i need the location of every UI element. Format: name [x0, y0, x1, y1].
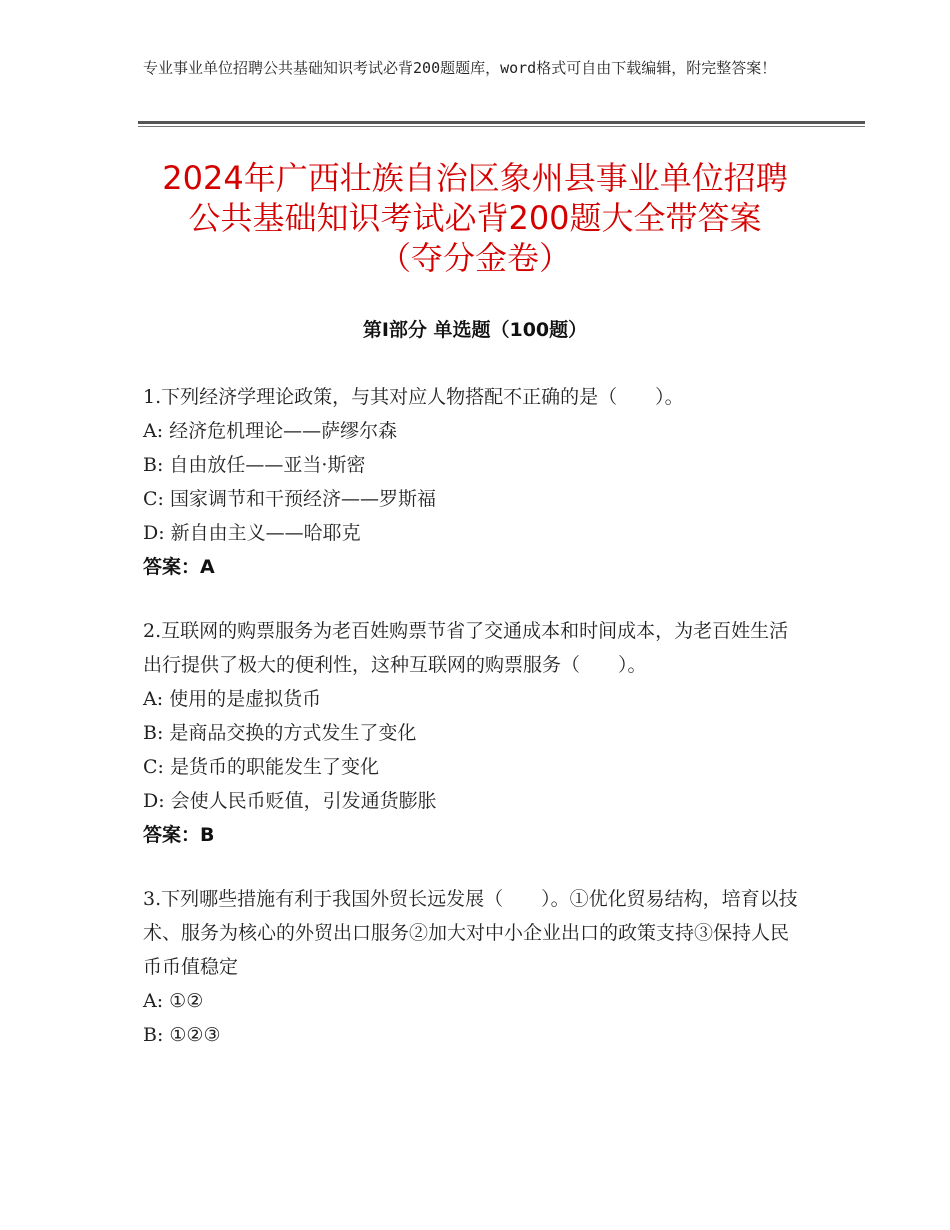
- title-line-1: 2024年广西壮族自治区象州县事业单位招聘: [162, 159, 788, 197]
- answer: 答案：A: [143, 556, 215, 578]
- option-a: A: ①②: [143, 990, 204, 1012]
- question-stem: 2.互联网的购票服务为老百姓购票节省了交通成本和时间成本，为老百姓生活出行提供了极大的便利性，这种互联网的购票服务（ ）。: [143, 620, 789, 676]
- option-d: D: 新自由主义——哈耶克: [143, 522, 361, 544]
- answer: 答案：B: [143, 824, 215, 846]
- question-3: [143, 882, 803, 1052]
- question-stem: 1.下列经济学理论政策，与其对应人物搭配不正确的是（ ）。: [143, 386, 684, 408]
- header-divider: [138, 121, 865, 124]
- question-list: [143, 380, 803, 1082]
- document-title: [100, 158, 850, 278]
- option-d: D: 会使人民币贬值，引发通货膨胀: [143, 790, 437, 812]
- option-a: A: 经济危机理论——萨缪尔森: [143, 420, 398, 442]
- option-c: C: 国家调节和干预经济——罗斯福: [143, 488, 436, 510]
- question-2: [143, 614, 803, 852]
- header-divider-thin: [138, 126, 865, 127]
- option-b: B: 自由放任——亚当·斯密: [143, 454, 366, 476]
- question-1: [143, 380, 803, 584]
- title-line-3: （夺分金卷）: [378, 239, 571, 277]
- option-c: C: 是货币的职能发生了变化: [143, 756, 379, 778]
- option-b: B: ①②③: [143, 1024, 221, 1046]
- header-note: 专业事业单位招聘公共基础知识考试必背200题题库，word格式可自由下载编辑，附完整答案！: [143, 59, 777, 77]
- title-line-2: 公共基础知识考试必背200题大全带答案: [188, 199, 762, 237]
- option-a: A: 使用的是虚拟货币: [143, 688, 322, 710]
- option-b: B: 是商品交换的方式发生了变化: [143, 722, 417, 744]
- section-heading: 第Ⅰ部分 单选题（100题）: [362, 319, 588, 341]
- question-stem: 3.下列哪些措施有利于我国外贸长远发展（ ）。①优化贸易结构，培育以技术、服务为核心的外贸出口服务②加大对中小企业出口的政策支持③保持人民币币值稳定: [143, 888, 798, 978]
